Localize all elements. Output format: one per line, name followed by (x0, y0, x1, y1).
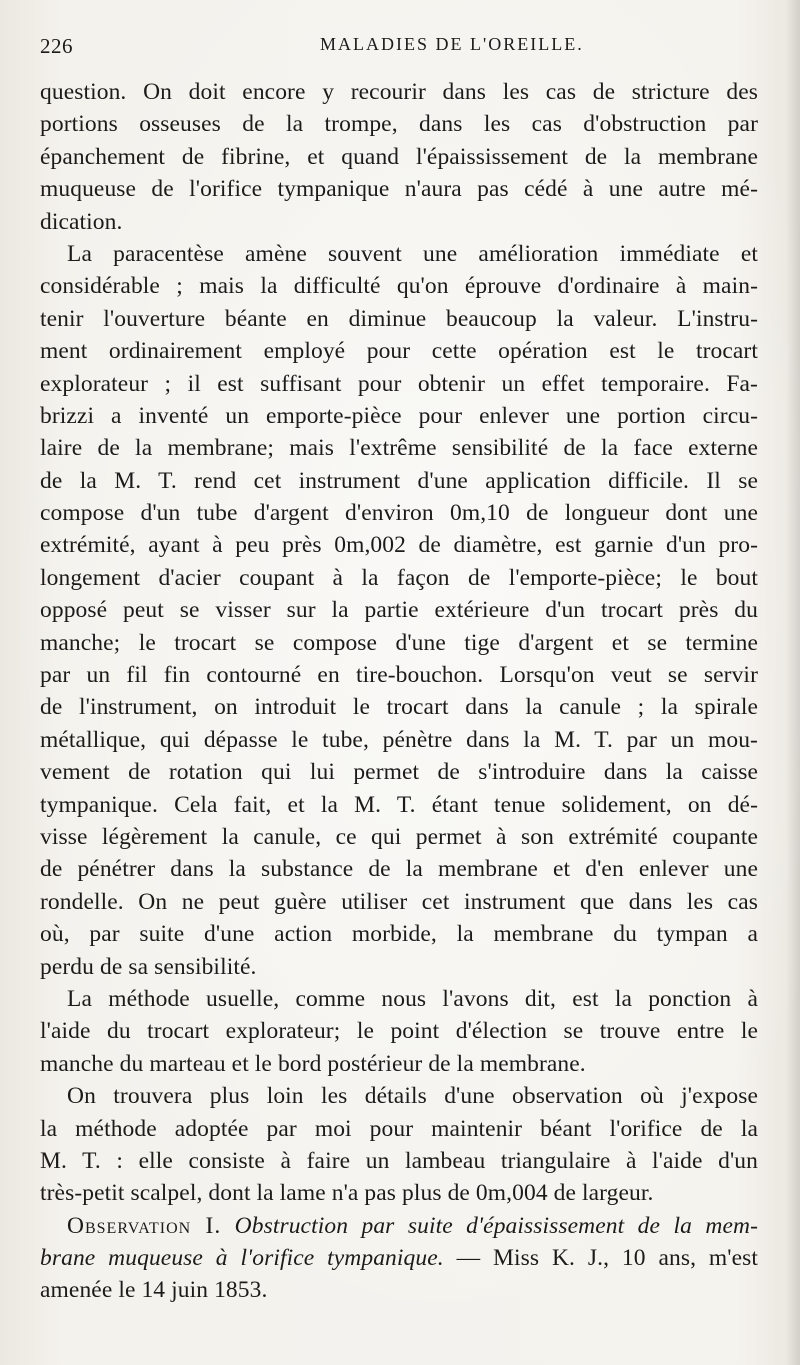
text-line: de pénétrer dans la substance de la membrane et d'en enlever une (40, 856, 758, 883)
observation-title-continued: brane muqueuse à l'orifice tympanique. (40, 1245, 444, 1272)
text-line: vement de rotation qui lui permet de s'introduire dans la caisse (40, 759, 758, 786)
text-line: brizzi a inventé un emporte-pièce pour enlever une portion circu- (40, 402, 758, 429)
text-line: visse légèrement la canule, ce qui permet à son extrémité coupante (40, 823, 758, 850)
text-line: l'aide du trocart explorateur; le point d'élection se trouve entre le (40, 1018, 758, 1045)
text-line: métallique, qui dépasse le tube, pénètre dans la M. T. par un mou- (40, 726, 758, 753)
text-line: où, par suite d'une action morbide, la membrane du tympan a (40, 921, 758, 948)
text-line: perdu de sa sensibilité. (40, 953, 257, 980)
text-line: épanchement de fibrine, et quand l'épaississement de la membrane (40, 143, 758, 170)
observation-heading-line (40, 1210, 758, 1242)
paragraph-start: La méthode usuelle, comme nous l'avons dit, est la ponction à (67, 985, 758, 1012)
observation-patient: — Miss K. J., 10 ans, m'est (443, 1245, 758, 1272)
body-text (40, 76, 758, 1307)
paragraph-start: La paracentèse amène souvent une amélioration immédiate et (67, 240, 758, 267)
page-number: 226 (40, 34, 73, 58)
text-line: très-petit scalpel, dont la lame n'a pas plus de 0m,004 de largeur. (40, 1180, 654, 1207)
text-line: la méthode adoptée par moi pour maintenir béant l'orifice de la (40, 1115, 758, 1142)
text-line: opposé peut se visser sur la partie extérieure d'un trocart près du (40, 597, 758, 624)
text-line: par un fil fin contourné en tire-bouchon. Lorsqu'on veut se servir (40, 662, 758, 689)
text-line: considérable ; mais la difficulté qu'on éprouve d'ordinaire à main- (40, 273, 758, 300)
text-line: longement d'acier coupant à la façon de l'emporte-pièce; le bout (40, 564, 758, 591)
page-header (40, 34, 758, 62)
observation-title: Obstruction par suite d'épaississement de la mem- (234, 1212, 758, 1239)
text-line: manche; le trocart se compose d'une tige d'argent et se termine (40, 629, 758, 656)
text-line: rondelle. On ne peut guère utiliser cet instrument que dans les cas (40, 888, 758, 915)
observation-line (40, 1242, 758, 1274)
text-line: dication. (40, 208, 123, 235)
text-line: de la M. T. rend cet instrument d'une application difficile. Il se (40, 467, 758, 494)
text-line: laire de la membrane; mais l'extrême sensibilité de la face externe (40, 435, 758, 462)
text-line: tenir l'ouverture béante en diminue beaucoup la valeur. L'instru- (40, 305, 758, 332)
text-line: portions osseuses de la trompe, dans les cas d'obstruction par (40, 111, 758, 138)
text-line: explorateur ; il est suffisant pour obtenir un effet temporaire. Fa- (40, 370, 758, 397)
running-head: MALADIES DE L'OREILLE. (320, 34, 584, 54)
observation-line: amenée le 14 juin 1853. (40, 1277, 268, 1304)
text-line: M. T. : elle consiste à faire un lambeau triangulaire à l'aide d'un (40, 1147, 758, 1174)
text-line: extrémité, ayant à peu près 0m,002 de diamètre, est garnie d'un pro- (40, 532, 758, 559)
observation-label: Observation I. (67, 1212, 222, 1239)
text-line: question. On doit encore y recourir dans les cas de stricture des (40, 79, 758, 105)
text-line: manche du marteau et le bord postérieur de la membrane. (40, 1050, 586, 1077)
text-line: muqueuse de l'orifice tympanique n'aura pas cédé à une autre mé- (40, 176, 758, 203)
text-line: de l'instrument, on introduit le trocart dans la canule ; la spirale (40, 694, 758, 721)
page-edge-shadow (786, 0, 800, 1365)
paragraph-start: On trouvera plus loin les détails d'une observation où j'expose (67, 1083, 758, 1110)
text-line: compose d'un tube d'argent d'environ 0m,10 de longueur dont une (40, 500, 758, 527)
text-line: tympanique. Cela fait, et la M. T. étant tenue solidement, on dé- (40, 791, 758, 818)
text-line: ment ordinairement employé pour cette opération est le trocart (40, 338, 758, 365)
